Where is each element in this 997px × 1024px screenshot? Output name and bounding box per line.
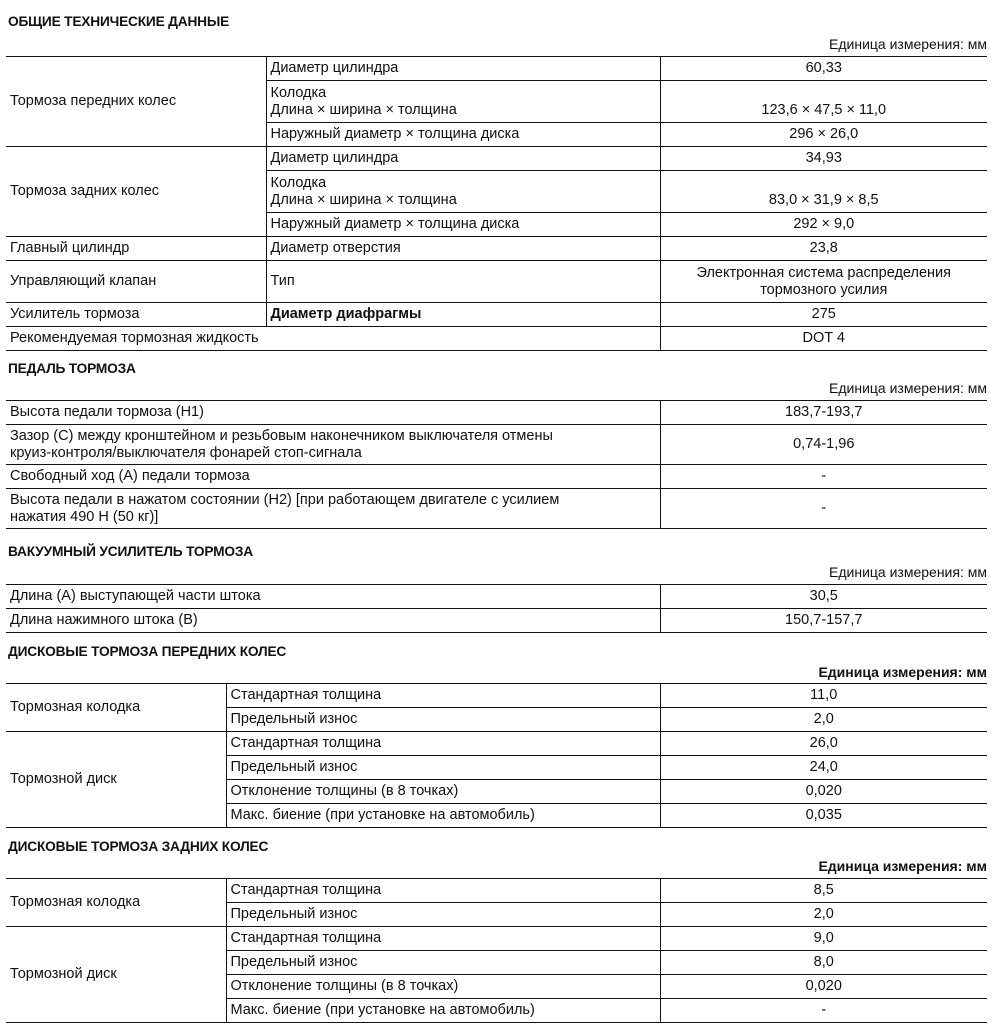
unit-label-general: Единица измерения: мм — [829, 36, 987, 52]
value-cell: 2,0 — [660, 903, 987, 927]
param-cell: Наружный диаметр × толщина диска — [266, 213, 660, 237]
param-line: Колодка — [270, 84, 327, 101]
value-cell: 26,0 — [660, 732, 987, 756]
value-cell: - — [660, 999, 987, 1023]
value-line: Электронная система распределения — [696, 264, 951, 281]
table-row — [6, 732, 987, 756]
param-cell: Макс. биение (при установке на автомобиль) — [226, 804, 660, 828]
param-cell: Диаметр диафрагмы — [266, 303, 660, 327]
value-cell: 275 — [660, 303, 987, 327]
param-cell: Макс. биение (при установке на автомобиль) — [226, 999, 660, 1023]
unit-label-vacuum: Единица измерения: мм — [829, 564, 987, 580]
value-cell: 292 × 9,0 — [660, 213, 987, 237]
table-row — [6, 879, 987, 903]
value-cell: - — [660, 465, 987, 489]
value-cell: 11,0 — [660, 684, 987, 708]
param-cell: Предельный износ — [226, 903, 660, 927]
front-brakes-label: Тормоза передних колес — [6, 57, 266, 147]
table-row — [6, 489, 987, 529]
general-table — [6, 56, 987, 351]
booster-label: Усилитель тормоза — [6, 303, 266, 327]
value-cell — [660, 261, 987, 303]
param-line: круиз-контроля/выключателя фонарей стоп-сигнала — [10, 444, 362, 461]
table-row — [6, 147, 987, 171]
param-line: Длина × ширина × толщина — [270, 101, 457, 118]
value-cell: 30,5 — [660, 585, 987, 609]
param-cell: Тип — [266, 261, 660, 303]
table-row — [6, 57, 987, 81]
table-row — [6, 303, 987, 327]
value-cell: 183,7-193,7 — [660, 401, 987, 425]
table-row — [6, 425, 987, 465]
table-row — [6, 401, 987, 425]
unit-label-front-disc: Единица измерения: мм — [818, 664, 987, 680]
value-cell: 123,6 × 47,5 × 11,0 — [660, 81, 987, 123]
value-cell: - — [660, 489, 987, 529]
rear-disc-table — [6, 878, 987, 1023]
value-cell: 0,035 — [660, 804, 987, 828]
pad-label: Тормозная колодка — [6, 879, 226, 927]
table-row — [6, 465, 987, 489]
fluid-label: Рекомендуемая тормозная жидкость — [6, 327, 660, 351]
pad-label: Тормозная колодка — [6, 684, 226, 732]
table-row — [6, 684, 987, 708]
param-cell: Диаметр цилиндра — [266, 57, 660, 81]
table-row — [6, 585, 987, 609]
table-row — [6, 237, 987, 261]
param-cell: Отклонение толщины (в 8 точках) — [226, 780, 660, 804]
table-row — [6, 327, 987, 351]
param-cell: Длина нажимного штока (В) — [6, 609, 660, 633]
param-cell: Свободный ход (А) педали тормоза — [6, 465, 660, 489]
value-cell: 34,93 — [660, 147, 987, 171]
param-line: нажатия 490 Н (50 кг)] — [10, 508, 159, 525]
param-line: Зазор (С) между кронштейном и резьбовым наконечником выключателя отмены — [10, 427, 553, 444]
param-cell: Стандартная толщина — [226, 879, 660, 903]
vacuum-table — [6, 584, 987, 633]
param-cell — [266, 81, 660, 123]
value-cell: 0,020 — [660, 780, 987, 804]
value-cell: 0,74-1,96 — [660, 425, 987, 465]
param-cell — [266, 171, 660, 213]
disc-label: Тормозной диск — [6, 732, 226, 828]
table-row — [6, 927, 987, 951]
pedal-table — [6, 400, 987, 529]
unit-label-rear-disc: Единица измерения: мм — [818, 858, 987, 874]
value-cell: 83,0 × 31,9 × 8,5 — [660, 171, 987, 213]
param-cell: Наружный диаметр × толщина диска — [266, 123, 660, 147]
value-line: тормозного усилия — [760, 281, 888, 298]
param-line: Колодка — [270, 174, 327, 191]
section-title-general: ОБЩИЕ ТЕХНИЧЕСКИЕ ДАННЫЕ — [8, 13, 230, 29]
param-line: Высота педали в нажатом состоянии (H2) [при работающем двигателе с усилием — [10, 491, 560, 508]
param-line: Длина × ширина × толщина — [270, 191, 457, 208]
front-disc-table — [6, 683, 987, 828]
param-cell: Диаметр цилиндра — [266, 147, 660, 171]
section-title-front-disc: ДИСКОВЫЕ ТОРМОЗА ПЕРЕДНИХ КОЛЕС — [8, 643, 287, 659]
control-valve-label: Управляющий клапан — [6, 261, 266, 303]
value-cell: 23,8 — [660, 237, 987, 261]
section-title-rear-disc: ДИСКОВЫЕ ТОРМОЗА ЗАДНИХ КОЛЕС — [8, 838, 269, 854]
param-cell: Длина (А) выступающей части штока — [6, 585, 660, 609]
value-cell: DOT 4 — [660, 327, 987, 351]
section-title-vacuum: ВАКУУМНЫЙ УСИЛИТЕЛЬ ТОРМОЗА — [8, 543, 253, 559]
param-cell: Высота педали тормоза (H1) — [6, 401, 660, 425]
param-cell: Предельный износ — [226, 951, 660, 975]
value-cell: 296 × 26,0 — [660, 123, 987, 147]
param-cell: Стандартная толщина — [226, 684, 660, 708]
param-cell: Диаметр отверстия — [266, 237, 660, 261]
value-cell: 60,33 — [660, 57, 987, 81]
param-cell: Предельный износ — [226, 708, 660, 732]
master-cylinder-label: Главный цилиндр — [6, 237, 266, 261]
value-cell: 0,020 — [660, 975, 987, 999]
param-cell: Отклонение толщины (в 8 точках) — [226, 975, 660, 999]
param-cell: Предельный износ — [226, 756, 660, 780]
value-cell: 150,7-157,7 — [660, 609, 987, 633]
rear-brakes-label: Тормоза задних колес — [6, 147, 266, 237]
value-cell: 24,0 — [660, 756, 987, 780]
disc-label: Тормозной диск — [6, 927, 226, 1023]
section-title-pedal: ПЕДАЛЬ ТОРМОЗА — [8, 360, 136, 376]
table-row — [6, 609, 987, 633]
unit-label-pedal: Единица измерения: мм — [829, 380, 987, 396]
value-cell: 8,5 — [660, 879, 987, 903]
param-cell — [6, 425, 660, 465]
value-cell: 9,0 — [660, 927, 987, 951]
param-cell: Стандартная толщина — [226, 732, 660, 756]
table-row — [6, 261, 987, 303]
value-cell: 2,0 — [660, 708, 987, 732]
param-cell — [6, 489, 660, 529]
value-cell: 8,0 — [660, 951, 987, 975]
param-cell: Стандартная толщина — [226, 927, 660, 951]
